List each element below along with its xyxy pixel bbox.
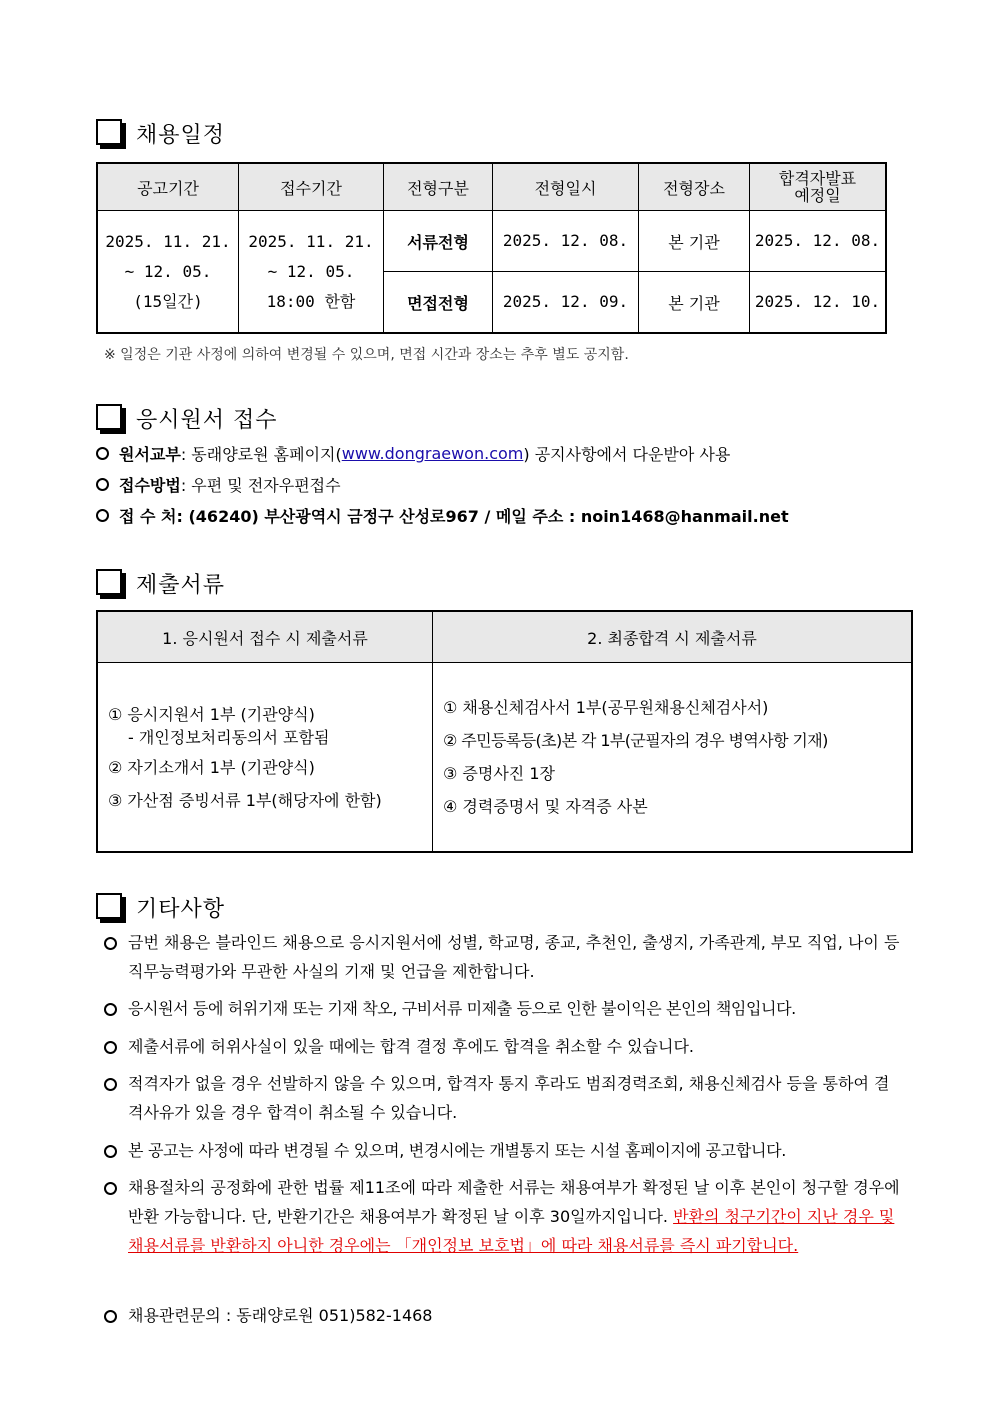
list-item <box>104 994 904 1023</box>
doc-line: ② 자기소개서 1부 (기관양식) <box>108 757 315 777</box>
circle-bullet-icon <box>104 1003 117 1016</box>
list-item <box>96 504 789 527</box>
list-item <box>96 473 341 496</box>
cell-line: 2025. 11. 21. <box>248 231 374 251</box>
place-cell: 본 기관 <box>639 211 750 272</box>
item-text: 응시원서 등에 허위기재 또는 기재 착오, 구비서류 미제출 등으로 인한 불이익은 본인의 책임입니다. <box>128 999 796 1018</box>
checkbox-square-icon <box>96 893 122 919</box>
header-cell: 전형장소 <box>639 163 750 211</box>
doc-line: ③ 가산점 증빙서류 1부(해당자에 한함) <box>108 790 382 810</box>
schedule-table <box>96 162 887 334</box>
notice-period-cell <box>97 211 239 334</box>
item-label: 원서교부 <box>119 445 181 464</box>
checkbox-square-icon <box>96 119 122 145</box>
list-item <box>104 1173 904 1260</box>
circle-bullet-icon <box>96 447 109 460</box>
circle-bullet-icon <box>104 1078 117 1091</box>
header-cell: 1. 응시원서 접수 시 제출서류 <box>97 611 433 663</box>
item-text: : (46240) 부산광역시 금정구 산성로967 / 메일 주소 : noin1468@hanmail.net <box>176 507 789 526</box>
receipt-period-cell <box>239 211 384 334</box>
col1-cell <box>97 663 433 853</box>
section-title: 제출서류 <box>136 573 226 598</box>
item-label: 접수방법 <box>119 476 181 495</box>
cell-line: 18:00 한함 <box>266 291 356 311</box>
cell-line: 2025. 11. 21. <box>105 231 231 251</box>
list-item <box>104 1301 904 1330</box>
list-item <box>104 1069 904 1127</box>
header-cell: 공고기간 <box>97 163 239 211</box>
date-cell: 2025. 12. 09. <box>493 272 639 334</box>
item-text: : 동래양로원 홈페이지( <box>180 445 342 464</box>
item-text: ) 공지사항에서 다운받아 사용 <box>523 445 731 464</box>
return-warning-text: 반환의 청구기간이 지난 경우 및 채용서류를 반환하지 아니한 경우에는 「개인정보 보호법」에 따라 채용서류를 즉시 파기합니다. <box>128 1207 895 1255</box>
section-documents <box>96 568 225 599</box>
circle-bullet-icon <box>104 937 117 950</box>
table-header-row <box>97 611 912 663</box>
doc-line: ③ 증명사진 1장 <box>443 764 555 783</box>
announce-cell: 2025. 12. 10. <box>750 272 887 334</box>
type-cell: 서류전형 <box>384 211 493 272</box>
section-other <box>96 892 225 923</box>
table-header-row <box>97 163 886 211</box>
item-text: 본 공고는 사정에 따라 변경될 수 있으며, 변경시에는 개별통지 또는 시설 홈페이지에 공고합니다. <box>128 1141 787 1160</box>
col2-cell <box>433 663 913 853</box>
section-title: 채용일정 <box>136 123 226 148</box>
cell-line: ~ 12. 05. <box>124 261 212 281</box>
cell-line: (15일간) <box>133 291 203 311</box>
section-application <box>96 403 278 434</box>
date-cell: 2025. 12. 08. <box>493 211 639 272</box>
return-text: 채용절차의 공정화에 관한 법률 제11조에 따라 제출한 서류는 채용여부가 확정된 날 이후 본인이 청구할 경우에 반환 가능합니다. 단, 반환기간은 채용여부가 확정된 날 이후 30일까지입니다. <box>128 1178 900 1226</box>
list-item <box>104 1136 904 1165</box>
header-cell: 전형구분 <box>384 163 493 211</box>
header-cell <box>750 163 887 211</box>
place-cell: 본 기관 <box>639 272 750 334</box>
header-cell: 2. 최종합격 시 제출서류 <box>433 611 913 663</box>
section-title: 기타사항 <box>136 897 226 922</box>
section-title: 응시원서 접수 <box>136 408 278 433</box>
circle-bullet-icon <box>104 1310 117 1323</box>
item-text: : 우편 및 전자우편접수 <box>180 476 341 495</box>
list-item <box>104 1032 904 1061</box>
item-text <box>104 1173 904 1260</box>
circle-bullet-icon <box>104 1182 117 1195</box>
doc-subline: - 개인정보처리동의서 포함됨 <box>128 727 330 747</box>
checkbox-square-icon <box>96 404 122 430</box>
doc-line: ① 응시지원서 1부 (기관양식) <box>108 704 315 724</box>
list-item <box>96 442 730 465</box>
homepage-link[interactable]: www.dongraewon.com <box>341 444 524 463</box>
table-row <box>97 663 912 853</box>
contact-text: 채용관련문의 : 동래양로원 051)582-1468 <box>128 1306 433 1325</box>
cell-line: ~ 12. 05. <box>267 261 355 281</box>
doc-line: ④ 경력증명서 및 자격증 사본 <box>443 797 648 816</box>
item-label: 접 수 처 <box>119 507 177 526</box>
header-cell: 접수기간 <box>239 163 384 211</box>
circle-bullet-icon <box>104 1041 117 1054</box>
circle-bullet-icon <box>96 509 109 522</box>
section-schedule <box>96 118 225 149</box>
circle-bullet-icon <box>96 478 109 491</box>
list-item <box>104 928 904 986</box>
schedule-note: ※ 일정은 기관 사정에 의하여 변경될 수 있으며, 면접 시간과 장소는 추후 별도 공지함. <box>104 347 629 363</box>
table-row <box>97 211 886 272</box>
doc-line: ① 채용신체검사서 1부(공무원채용신체검사서) <box>443 698 769 717</box>
documents-table <box>96 610 913 853</box>
checkbox-square-icon <box>96 569 122 595</box>
type-cell: 면접전형 <box>384 272 493 334</box>
circle-bullet-icon <box>104 1145 117 1158</box>
item-text: 제출서류에 허위사실이 있을 때에는 합격 결정 후에도 합격을 취소할 수 있습니다. <box>128 1037 694 1056</box>
header-cell: 전형일시 <box>493 163 639 211</box>
item-text: 적격자가 없을 경우 선발하지 않을 수 있으며, 합격자 통지 후라도 범죄경력조회, 채용신체검사 등을 통하여 결격사유가 있을 경우 합격이 취소될 수 있습니다. <box>128 1074 890 1122</box>
announce-cell: 2025. 12. 08. <box>750 211 887 272</box>
header-announce-text: 합격자발표 예정일 <box>778 169 857 205</box>
item-text: 금번 채용은 블라인드 채용으로 응시지원서에 성별, 학교명, 종교, 추천인, 출생지, 가족관계, 부모 직업, 나이 등 직무능력평가와 무관한 사실의 기재 및 언급을 제한합니다. <box>128 933 900 981</box>
doc-line: ② 주민등록등(초)본 각 1부(군필자의 경우 병역사항 기재) <box>443 731 828 750</box>
